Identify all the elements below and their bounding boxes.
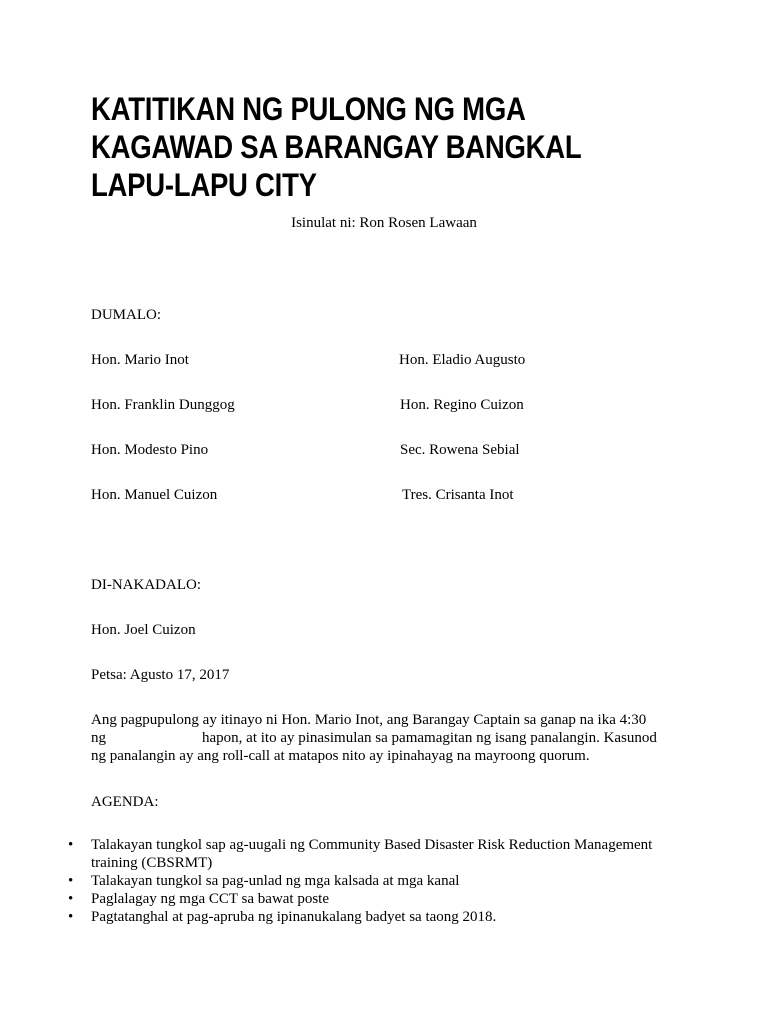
title-line-2: KAGAWAD SA BARANGAY BANGKAL (91, 129, 582, 165)
agenda-item (68, 890, 652, 908)
paragraph-line-2-end: hapon, at ito ay pinasimulan sa pamamagitan ng isang panalangin. Kasunod (202, 730, 657, 746)
title-line-3: LAPU-LAPU CITY (91, 167, 317, 203)
agenda-item (68, 872, 652, 890)
attendee-left-3: Hon. Modesto Pino (91, 442, 209, 458)
paragraph-line-2 (91, 729, 681, 747)
agenda-item-text: Talakayan tungkol sap ag-uugali ng Community Based Disaster Risk Reduction Management (91, 837, 653, 853)
agenda-item (68, 908, 652, 926)
agenda-item-text-cont: training (CBSRMT) (91, 855, 213, 871)
attendee-right-2: Hon. Regino Cuizon (400, 397, 524, 413)
bullet-icon: • (68, 837, 74, 853)
attendee-right-1: Hon. Eladio Augusto (399, 352, 526, 368)
agenda-heading: AGENDA: (91, 794, 159, 810)
attendee-right-4: Tres. Crisanta Inot (402, 487, 514, 503)
attendees-heading: DUMALO: (91, 307, 161, 323)
bullet-icon: • (68, 891, 74, 907)
paragraph-line-2-start: ng (91, 730, 106, 746)
paragraph-line-1: Ang pagpupulong ay itinayo ni Hon. Mario Inot, ang Barangay Captain sa ganap na ika 4:30 (91, 712, 647, 728)
attendee-left-4: Hon. Manuel Cuizon (91, 487, 218, 503)
title-line-1: KATITIKAN NG PULONG NG MGA (91, 91, 526, 127)
paragraph-line-3: ng panalangin ay ang roll-call at matapos nito ay ipinahayag na mayroong quorum. (91, 748, 590, 764)
document-title (91, 90, 624, 204)
agenda-item-text: Talakayan tungkol sa pag-unlad ng mga kalsada at mga kanal (91, 873, 460, 889)
opening-paragraph (91, 711, 681, 765)
absent-member-1: Hon. Joel Cuizon (91, 622, 196, 638)
attendee-right-3: Sec. Rowena Sebial (400, 442, 520, 458)
attendee-left-2: Hon. Franklin Dunggog (91, 397, 235, 413)
bullet-icon: • (68, 873, 74, 889)
agenda-list (68, 836, 652, 926)
agenda-item-text: Pagtatanghal at pag-apruba ng ipinanukalang badyet sa taong 2018. (91, 909, 497, 925)
meeting-date: Petsa: Agusto 17, 2017 (91, 667, 230, 683)
attendee-left-1: Hon. Mario Inot (91, 352, 189, 368)
agenda-item (68, 836, 652, 872)
absent-heading: DI-NAKADALO: (91, 577, 201, 593)
author-byline: Isinulat ni: Ron Rosen Lawaan (291, 215, 477, 231)
bullet-icon: • (68, 909, 74, 925)
agenda-item-text: Paglalagay ng mga CCT sa bawat poste (91, 891, 330, 907)
